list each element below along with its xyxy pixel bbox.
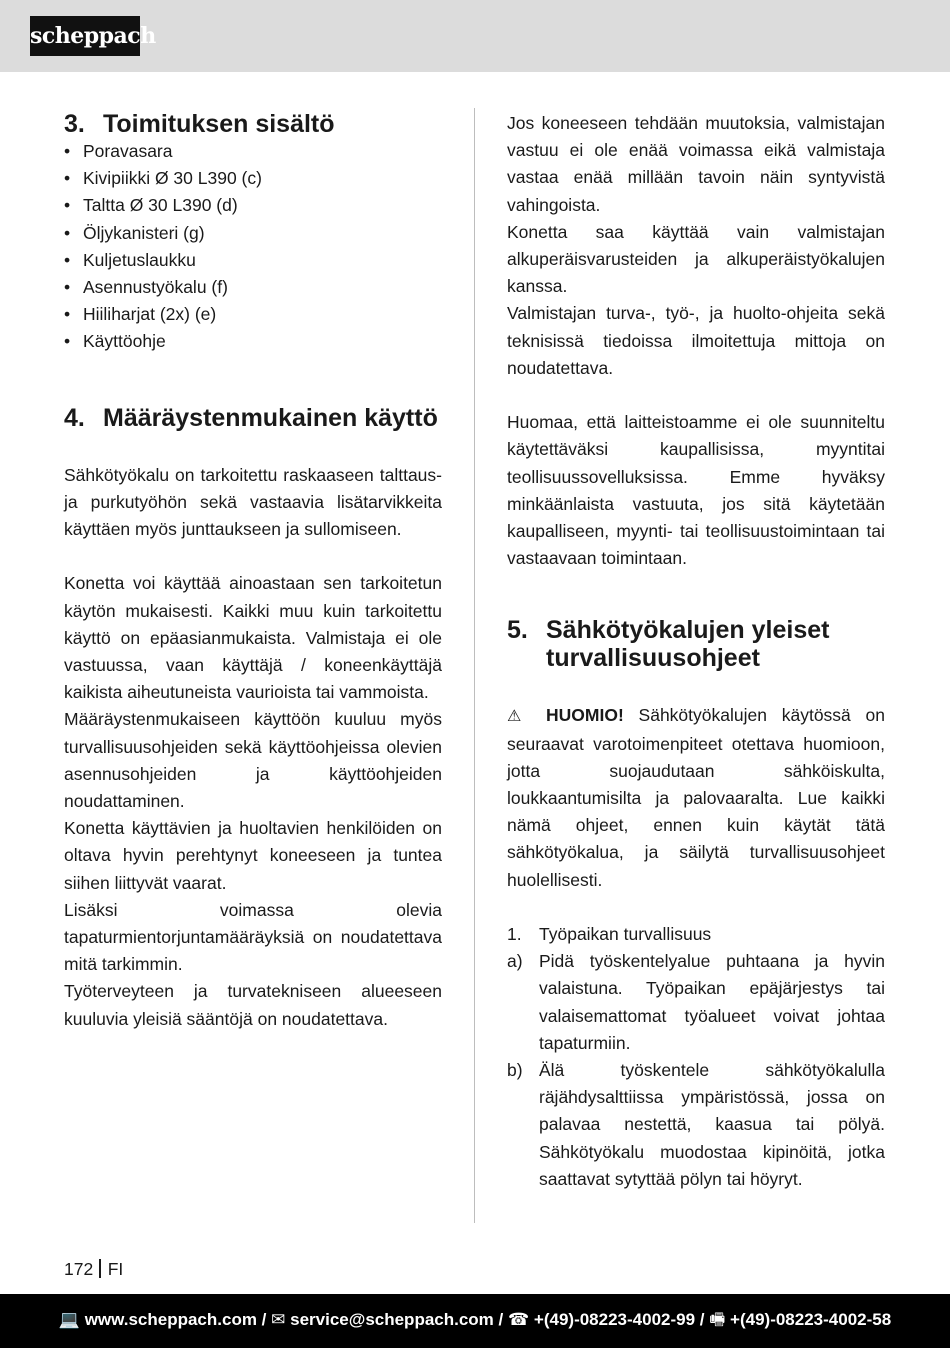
item-label: 1. <box>507 924 522 945</box>
page-separator <box>99 1259 101 1278</box>
section-4-heading <box>64 404 442 432</box>
page-language: FI <box>107 1259 124 1279</box>
paragraph: Huomaa, että laitteistoamme ei ole suunniteltu käytettäväksi kaupallisissa, myyntitai teollisuussovelluksissa. Emme hyväksy minkäänlaista vastuuta, jos sitä käytetään kaupalliseen, myynti- tai teollisuustoimintaan tai vastaavaan toimintaan. <box>507 412 885 569</box>
paragraph: Valmistajan turva-, työ-, ja huolto-ohjeita sekä teknisissä tiedoissa ilmoitettuja mittoja on noudatettava. <box>507 303 885 378</box>
computer-icon: 💻 <box>58 1310 80 1329</box>
paragraph: Lisäksi voimassa olevia tapaturmientorjuntamääräyksiä on noudatettava mitä tarkimmin. <box>64 899 442 975</box>
list-item: • Käyttöohje <box>64 328 442 355</box>
item-text: Älä työskentele sähkötyökalulla räjähdysalttiissa ympäristössä, jossa on palavaa nestettä, kaasua tai pölyä. Sähkötyökalu muodostaa kipinöitä, jotka saattavat sytyttää pölyn tai höyryt. <box>539 1060 885 1189</box>
list-item: • Asennustyökalu (f) <box>64 274 442 301</box>
list-item: • Poravasara <box>64 138 442 165</box>
page-number <box>64 1256 123 1283</box>
item-text: Pidä työskentelyalue puhtaana ja hyvin valaistuna. Työpaikan epäjärjestys tai valaisemattomat työalueet voivat johtaa tapaturmiin. <box>539 951 885 1053</box>
email-link[interactable]: service@scheppach.com / <box>290 1310 504 1329</box>
section-3-title: Toimituksen sisältö <box>103 110 335 138</box>
warning-paragraph <box>507 702 885 893</box>
list-item: • Kivipiikki Ø 30 L390 (c) <box>64 165 442 192</box>
section-5-heading <box>507 616 885 672</box>
section-3-number: 3. <box>64 110 85 138</box>
paragraph: Jos koneeseen tehdään muutoksia, valmistajan vastuu ei ole enää voimassa eikä valmistaja vastaa enää millään tavoin näin syntyvistä vahingoista. <box>507 113 885 215</box>
item-b <box>507 1057 885 1193</box>
right-column <box>507 110 885 1193</box>
fax-icon: 🖷 <box>709 1310 726 1329</box>
section-5-number: 5. <box>507 616 528 645</box>
item-a <box>507 948 885 1057</box>
page-number-value: 172 <box>64 1259 94 1279</box>
left-column <box>64 110 442 1033</box>
delivery-contents-list <box>64 138 442 356</box>
item-text: Työpaikan turvallisuus <box>539 924 712 945</box>
phone-icon: ☎ <box>507 1310 530 1329</box>
warning-icon: ⚠ <box>507 708 532 726</box>
section-4-number: 4. <box>64 403 85 432</box>
page-footer <box>0 1294 950 1348</box>
fax-number: +(49)-08223-4002-58 <box>730 1310 892 1329</box>
item-label: a) <box>507 951 523 972</box>
column-divider <box>474 108 475 1223</box>
list-item: • Taltta Ø 30 L390 (d) <box>64 192 442 219</box>
paragraph: Konetta saa käyttää vain valmistajan alkuperäisvarusteiden ja alkuperäistyökalujen kanssa. <box>507 221 885 297</box>
website-link[interactable]: www.scheppach.com / <box>84 1310 267 1329</box>
item-label: b) <box>507 1060 523 1081</box>
paragraph: Määräystenmukaiseen käyttöön kuuluu myös turvallisuusohjeiden sekä käyttöohjeissa olevien asennusohjeiden ja käyttöohjeiden noudattaminen. <box>64 709 442 812</box>
section-4-title: Määräystenmukainen käyttö <box>103 403 438 432</box>
paragraph: Työterveyteen ja turvatekniseen alueeseen kuuluvia yleisiä sääntöjä on noudatettava. <box>64 981 442 1029</box>
list-item: • Hiiliharjat (2x) (e) <box>64 301 442 328</box>
list-item: • Kuljetuslaukku <box>64 247 442 274</box>
paragraph: Konetta voi käyttää ainoastaan sen tarkoitetun käytön mukaisesti. Kaikki muu kuin tarkoitettu käyttö on epäasianmukaista. Valmistaja ei ole vastuussa, vaan käyttäjä / koneenkäyttäjä kaikista aiheutuneista vaurioista tai vammoista. <box>64 573 442 703</box>
warning-label: HUOMIO! <box>546 705 624 726</box>
warning-text: Sähkötyökalujen käytössä on seuraavat varotoimenpiteet otettava huomioon, jotta suojaudutaan sähköiskulta, loukkaantumisilta ja palovaaralta. Lue kaikki nämä ohjeet, ennen kuin käytät tätä sähkötyökalua, ja säilytä turvallisuusohjeet huolellisesti. <box>507 705 885 890</box>
numbered-item-1 <box>507 921 885 948</box>
paragraph: Sähkötyökalu on tarkoitettu raskaaseen talttaus- ja purkutyöhön sekä vastaavia lisätarvikkeita käyttäen myös junttaukseen ja sullomiseen. <box>64 464 442 540</box>
section-3-heading <box>64 110 442 138</box>
list-item: • Öljykanisteri (g) <box>64 220 442 247</box>
section-5-title: Sähkötyökalujen yleiset turvallisuusohjeet <box>546 616 830 673</box>
scheppach-logo: scheppach <box>30 16 140 56</box>
paragraph: Konetta käyttävien ja huoltavien henkilöiden on oltava hyvin perehtynyt koneeseen ja tuntea siihen liittyvät vaarat. <box>64 818 442 893</box>
phone-number: +(49)-08223-4002-99 / <box>533 1310 705 1329</box>
page-header <box>0 0 950 72</box>
mail-icon: ✉ <box>271 1310 286 1329</box>
